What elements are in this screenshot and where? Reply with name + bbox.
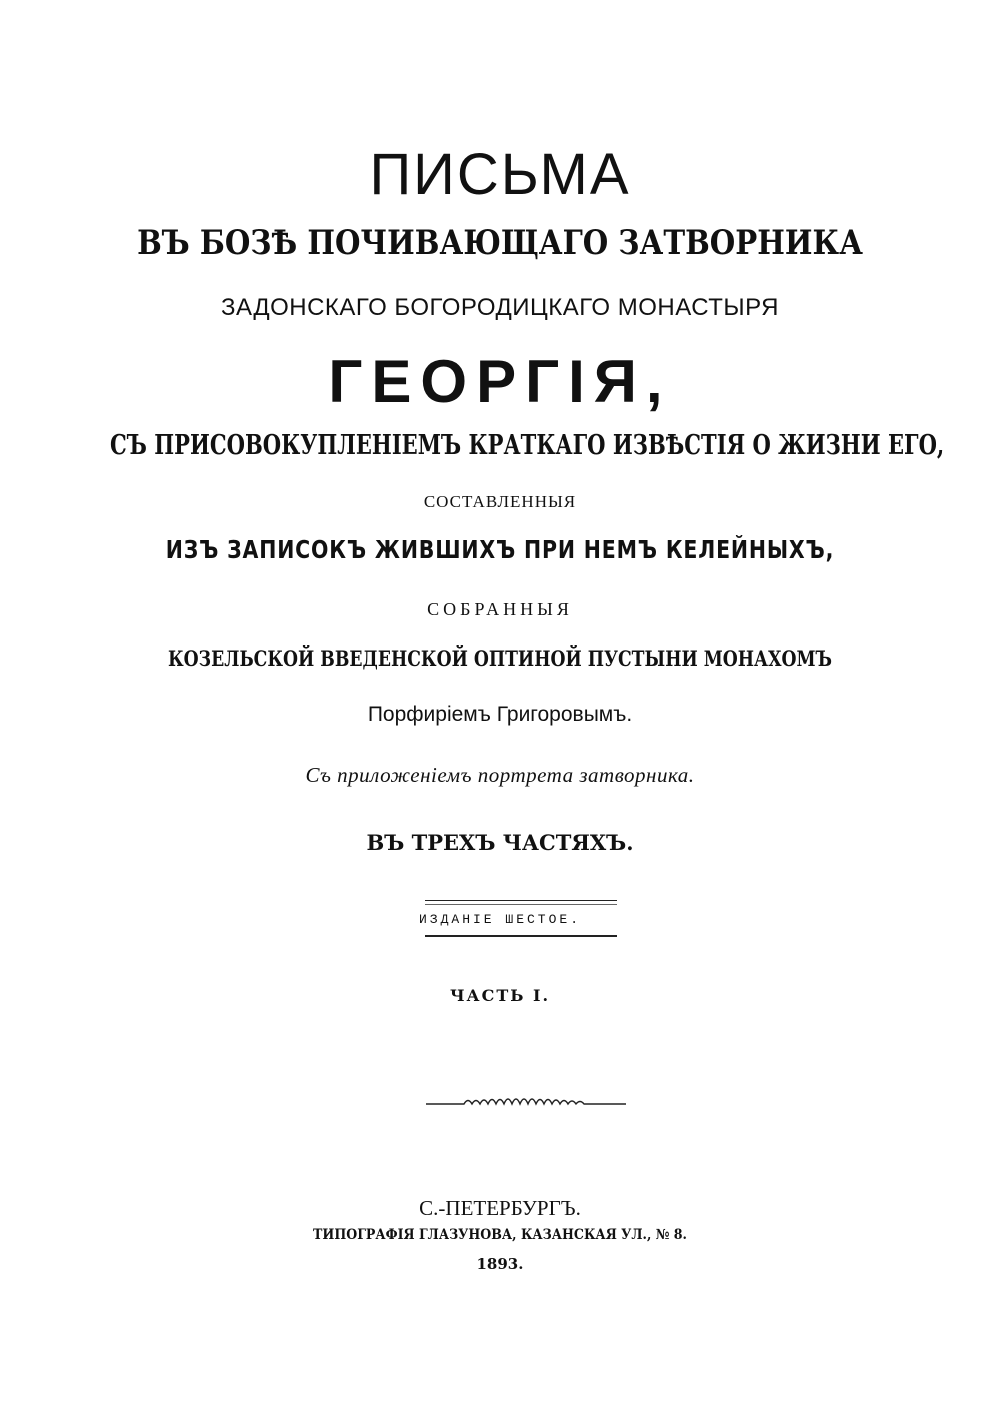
portrait-note: Съ приложеніемъ портрета затворника. — [305, 763, 695, 787]
compiled-label: СОСТАВЛЕННЫЯ — [423, 492, 577, 511]
ornament-divider — [424, 1093, 628, 1111]
subtitle-line-1: ВЪ БОЗѢ ПОЧИВАЮЩАГО ЗАТВОРНИКА — [137, 223, 863, 263]
edition-rule-top-thin — [425, 904, 617, 905]
edition-label: ИЗДАНІЕ ШЕСТОЕ. — [418, 912, 582, 927]
edition-rule-top — [425, 900, 617, 901]
author-subject-name: ГЕОРГІЯ, — [328, 348, 672, 415]
publication-city: С.-ПЕТЕРБУРГЪ. — [419, 1196, 581, 1220]
publication-year: 1893. — [476, 1255, 524, 1273]
subtitle-line-2: ЗАДОНСКАГО БОГОРОДИЦКАГО МОНАСТЫРЯ — [221, 294, 779, 321]
collected-label: СОБРАННЫЯ — [427, 599, 573, 619]
addendum-line: СЪ ПРИСОВОКУПЛЕНІЕМЪ КРАТКАГО ИЗВѢСТІЯ О ЖИЗНИ ЕГО, — [110, 430, 945, 461]
book-title: ПИСЬМА — [369, 142, 631, 207]
monastery-line: КОЗЕЛЬСКОЙ ВВЕДЕНСКОЙ ОПТИНОЙ ПУСТЫНИ МОНАХОМЪ — [168, 646, 832, 671]
printer-line: ТИПОГРАФІЯ ГЛАЗУНОВА, КАЗАНСКАЯ УЛ., № 8. — [313, 1227, 687, 1243]
editor-name: Порфиріемъ Григоровымъ. — [367, 703, 633, 726]
part-label: ЧАСТЬ I. — [449, 986, 551, 1005]
parts-count-line: ВЪ ТРЕХЪ ЧАСТЯХЪ. — [366, 830, 634, 855]
edition-rule-bottom — [425, 935, 617, 937]
source-notes-line: ИЗЪ ЗАПИСОКЪ ЖИВШИХЪ ПРИ НЕМЪ КЕЛЕЙНЫХЪ, — [165, 535, 835, 564]
